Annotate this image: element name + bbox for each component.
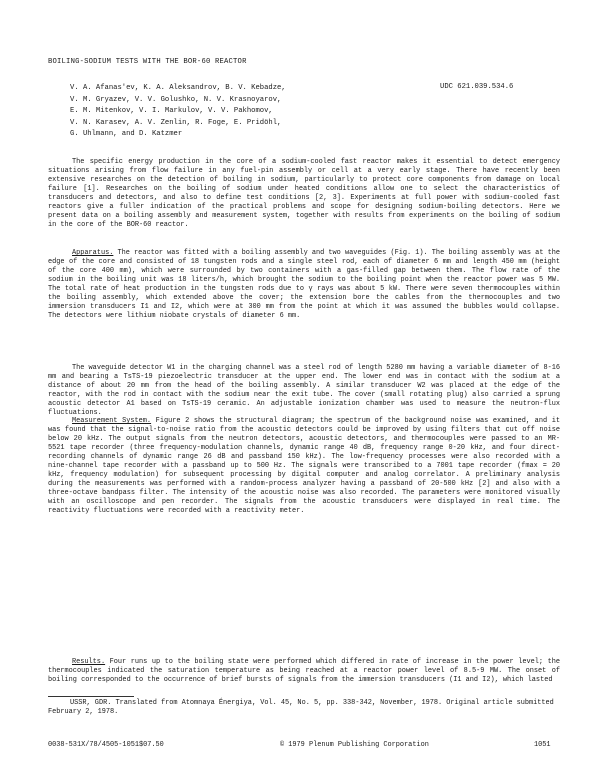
waveguide-paragraph [48, 364, 560, 418]
apparatus-text: The reactor was fitted with a boiling assembly and two waveguides (Fig. 1). The boiling assembly was at the edge of the core and consisted of 18 tungsten rods and a single steel rod, each of diameter 6 mm and length 450 mm (height of the core 400 mm), which were surrounded by two containers with a gas-filled gap between them. The flow rate of the sodium in the boiling unit was 18 liters/h, which brought the sodium to the boiling point when the reactor power was 5 MW. The total rate of heat production in the tungsten rods due to γ rays was about 5 kW. There were seven thermocouples within the boiling assembly, which extended above the cover; the extension bore the cables from the thermocouples and two immersion transducers I1 and I2, which were at 300 mm from the point at which it was assumed the bubbles would collapse. The detectors were lithium niobate crystals of diameter 6 mm. [48, 249, 560, 321]
author-list [70, 83, 286, 141]
udc-code: UDC 621.039.534.6 [440, 83, 514, 91]
author-line: V. N. Karasev, A. V. Zenlin, R. Foge, E. Pridöhl, [70, 118, 282, 127]
measurement-paragraph [48, 417, 560, 517]
intro-text: The specific energy production in the core of a sodium-cooled fast reactor makes it essential to detect emergency situations arising from flow failure in any fuel-pin assembly or cell at a very early stage. There have recently been extensive researches on the detection of boiling in sodium, particularly to protect core components from damage on local failure [1]. Researches on the boiling of sodium under heated conditions allow one to select the characteristics of transducers and detectors, and also to define test conditions [2, 3]. Experiments at full power with sodium-cooled fast reactors give a fuller indication of the practical problems and scope for designing sodium-boiling detectors. Here we present data on a boiling assembly and measurement system, together with results from experiments on the boiling of sodium in the core of the BOR-60 reactor. [48, 158, 560, 230]
results-heading: Results. [72, 658, 106, 666]
author-line: V. A. Afanas'ev, K. A. Aleksandrov, B. V. Kebadze, [70, 84, 286, 92]
page-number: 1051 [534, 741, 551, 749]
measurement-text: Figure 2 shows the structural diagram; the spectrum of the background noise was examined, and it was found that the signal-to-noise ratio from the acoustic detectors could be improved by using filters that cut off noise below 20 kHz. The output signals from the neutron detectors, acoustic detectors, and thermocouples were passed to an MR-5521 tape recorder (three frequency-modulation channels, dynamic range 40 dB, frequency range 0-20 kHz, and four direct-recording channels of dynamic range 26 dB and passband 150 kHz). The low-frequency processes were also recorded with a nine-channel tape recorder with a passband up to 500 Hz. The signals were transcribed to a 7001 tape recorder (fmax = 20 kHz, frequency modulation) for subsequent processing by digital computer and analog correlator. A preliminary analysis during the measurements was performed with a random-process analyzer having a passband of 20-500 kHz [2] and also with a three-octave bandpass filter. The intensity of the acoustic noise was also recorded. The parameters were monitored visually with an oscilloscope and pen recorder. The signals from the acoustic transducers were displayed in real time. The reactivity fluctuations were recorded with a reactivity meter. [48, 417, 560, 516]
intro-paragraph [48, 158, 560, 230]
results-text: Four runs up to the boiling state were performed which differed in rate of increase in the power level; the thermocouples indicated the saturation temperature as being reached at a reactor power level of 8.5-9 MW. The onset of boiling corresponded to the occurrence of brief bursts of signals from the immersion transducers (I1 and I2), which lasted [48, 658, 560, 685]
measurement-heading: Measurement System. [72, 417, 152, 425]
author-line: G. Uhlmann, and D. Katzmer [70, 130, 183, 139]
article-code: 0038-531X/78/4505-1051$07.50 [48, 741, 164, 749]
footnote [48, 699, 560, 717]
apparatus-paragraph [48, 249, 560, 321]
waveguide-text: The waveguide detector W1 in the charging channel was a steel rod of length 5280 mm having a variable diameter of 8-16 mm and bearing a TsTS-19 piezoelectric transducer at the upper end. The lower end was in contact with the sodium at a distance of about 20 mm from the head of the boiling assembly. A similar transducer W2 was placed at the edge of the reactor, with the rod in contact with the sodium near the exit tube. The cover (small rotating plug) also carried a sprung acoustic detector A1 based on TsTS-19 ceramic. An adjustable ionization chamber was used to measure the neutron-flux fluctuations. [48, 364, 560, 418]
footnote-text: USSR, GDR. Translated from Atomnaya Énergiya, Vol. 45, No. 5, pp. 338-342, November, 1978. Original article submitted February 2, 1978. [48, 699, 554, 716]
copyright-notice: © 1979 Plenum Publishing Corporation [280, 741, 429, 749]
results-paragraph [48, 658, 560, 685]
article-title: BOILING-SODIUM TESTS WITH THE BOR-60 REACTOR [48, 58, 247, 66]
apparatus-heading: Apparatus. [72, 249, 114, 257]
author-line: E. M. Mitenkov, V. I. Markulov, V. V. Pakhomov, [70, 107, 273, 116]
author-line: V. M. Gryazev, V. V. Golushko, N. V. Krasnoyarov, [70, 95, 282, 104]
footnote-divider [48, 696, 134, 697]
